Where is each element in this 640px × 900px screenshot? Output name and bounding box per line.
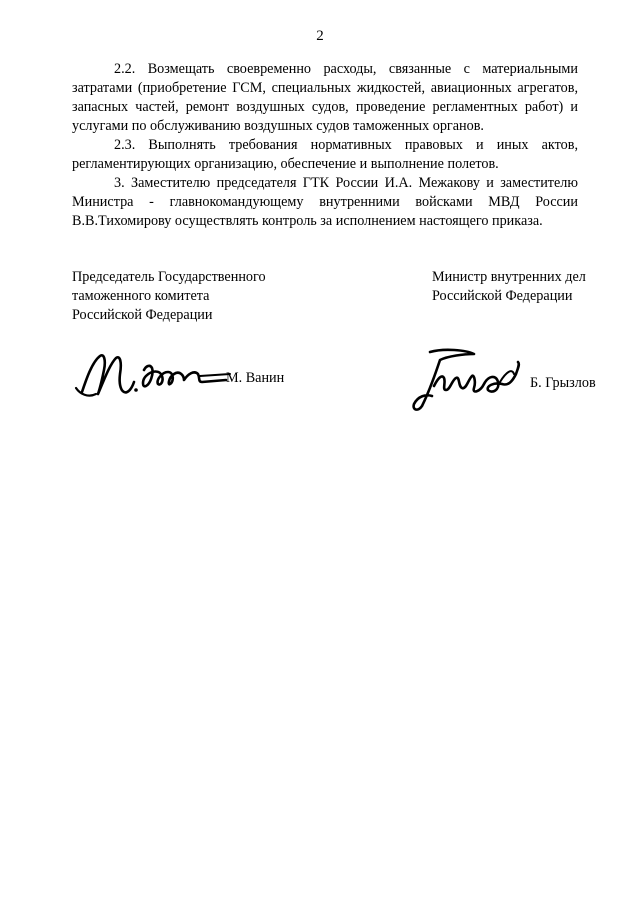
left-title-line: таможенного комитета <box>72 288 210 304</box>
right-signatory-title <box>432 268 622 306</box>
right-signer-name: Б. Грызлов <box>530 375 596 391</box>
left-title-line: Российской Федерации <box>72 307 213 323</box>
paragraph-3: 3. Заместителю председателя ГТК России И.А. Межакову и заместителю Министра - главнокомандующему внутренними войсками МВД России В.В.Тихомирову осуществлять контроль за исполнением настоящего приказа. <box>72 175 578 229</box>
left-signature-icon <box>70 340 250 410</box>
page-number: 2 <box>316 28 324 44</box>
left-signatory-title <box>72 268 322 325</box>
paragraph-2-3: 2.3. Выполнять требования нормативных правовых и иных актов, регламентирующих организацию, обеспечение и выполнение полетов. <box>72 137 578 172</box>
right-signature-icon <box>400 342 530 422</box>
document-body <box>72 60 578 231</box>
right-title-line: Министр внутренних дел <box>432 269 586 285</box>
paragraph-2-2: 2.2. Возмещать своевременно расходы, связанные с материальными затратами (приобретение ГСМ, специальных жидкостей, авиационных агрегатов, запасных частей, ремонт воздушных судов, проведение регламентных работ) и услугами по обслуживанию воздушных судов таможенных органов. <box>72 61 578 134</box>
right-title-line: Российской Федерации <box>432 288 573 304</box>
left-signer-name: М. Ванин <box>226 370 285 386</box>
left-title-line: Председатель Государственного <box>72 269 266 285</box>
